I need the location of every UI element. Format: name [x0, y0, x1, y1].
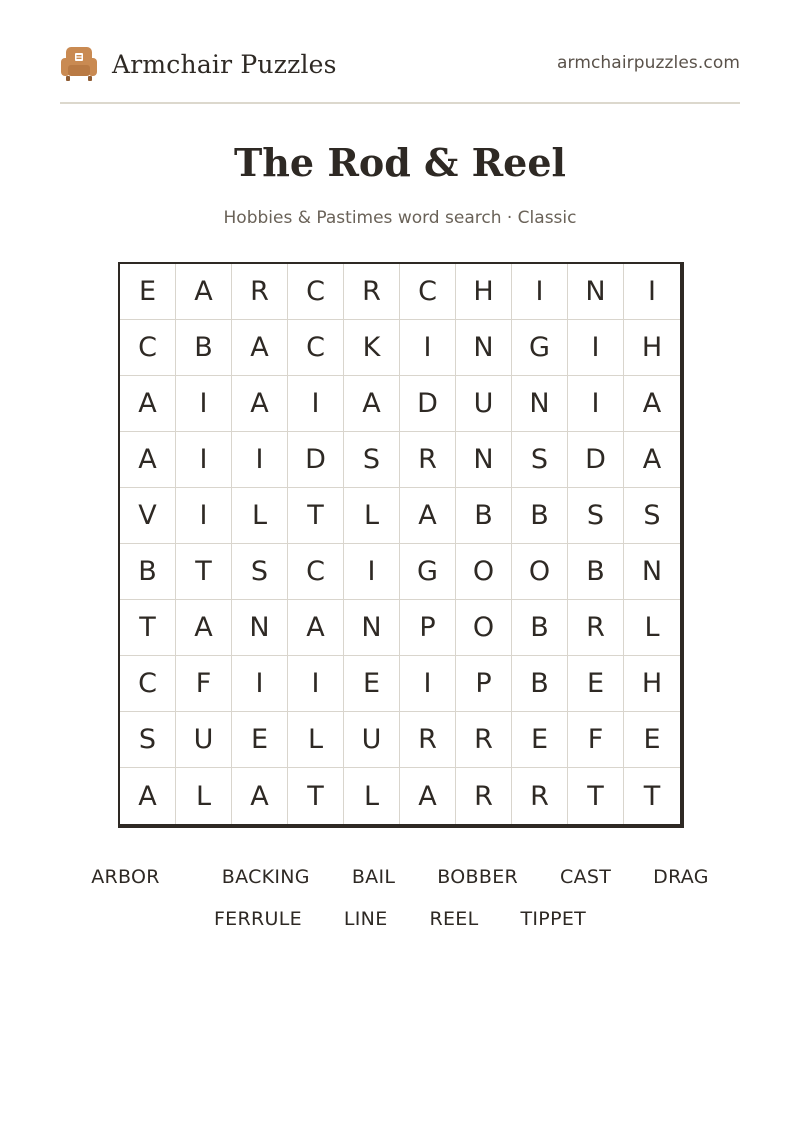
grid-cell[interactable]: N [232, 600, 288, 656]
grid-cell[interactable]: A [400, 488, 456, 544]
word-list-row [60, 898, 740, 940]
grid-cell[interactable]: C [288, 264, 344, 320]
grid-cell[interactable]: I [288, 376, 344, 432]
grid-cell[interactable]: E [624, 712, 680, 768]
grid-cell[interactable]: P [400, 600, 456, 656]
grid-cell[interactable]: U [456, 376, 512, 432]
grid-cell[interactable]: R [344, 264, 400, 320]
grid-cell[interactable]: A [120, 432, 176, 488]
grid-cell[interactable]: B [176, 320, 232, 376]
grid-cell[interactable]: R [400, 432, 456, 488]
grid-cell[interactable]: S [512, 432, 568, 488]
grid-cell[interactable]: A [232, 320, 288, 376]
grid-cell[interactable]: K [344, 320, 400, 376]
grid-cell[interactable]: E [120, 264, 176, 320]
grid-cell[interactable]: R [456, 768, 512, 824]
grid-cell[interactable]: G [512, 320, 568, 376]
grid-cell[interactable]: T [288, 488, 344, 544]
grid-cell[interactable]: I [344, 544, 400, 600]
word-list-item: LINE [343, 908, 388, 930]
grid-cell[interactable]: A [232, 768, 288, 824]
word-list-item: BAIL [351, 866, 396, 888]
grid-cell[interactable]: E [568, 656, 624, 712]
grid-cell[interactable]: A [176, 600, 232, 656]
grid-cell[interactable]: A [624, 432, 680, 488]
grid-cell[interactable]: V [120, 488, 176, 544]
grid-cell[interactable]: B [512, 656, 568, 712]
grid-cell[interactable]: I [400, 320, 456, 376]
grid-cell[interactable]: L [624, 600, 680, 656]
grid-cell[interactable]: T [643, 780, 661, 812]
grid-cell[interactable]: P [456, 656, 512, 712]
grid-cell[interactable]: E [232, 712, 288, 768]
grid-cell[interactable]: L [176, 768, 232, 824]
word-list-item: FERRULE [213, 908, 302, 930]
grid-cell[interactable]: B [456, 488, 512, 544]
grid-cell[interactable]: T [288, 768, 344, 824]
grid-cell[interactable]: H [624, 320, 680, 376]
grid-cell[interactable]: O [456, 600, 512, 656]
grid-cell[interactable]: F [568, 712, 624, 768]
grid-cell[interactable]: C [120, 656, 176, 712]
grid-cell[interactable]: L [344, 768, 400, 824]
grid-cell[interactable]: N [624, 544, 680, 600]
grid-cell[interactable]: I [512, 264, 568, 320]
grid-cell[interactable]: C [288, 544, 344, 600]
brand-name: Armchair Puzzles [112, 49, 337, 79]
grid-cell[interactable]: D [400, 376, 456, 432]
grid-cell[interactable]: H [456, 264, 512, 320]
grid-cell[interactable]: I [176, 488, 232, 544]
grid-cell[interactable]: C [288, 320, 344, 376]
word-list-row [60, 856, 740, 898]
word-list-item: CAST [560, 866, 612, 888]
grid-cell[interactable]: R [512, 768, 568, 824]
grid-cell[interactable]: S [624, 488, 680, 544]
grid-cell[interactable]: G [400, 544, 456, 600]
grid-cell[interactable]: T [120, 600, 176, 656]
grid-cell[interactable]: H [624, 656, 680, 712]
grid-cell[interactable]: D [288, 432, 344, 488]
grid-cell[interactable]: O [456, 544, 512, 600]
armchair-icon [60, 45, 98, 83]
grid-cell[interactable]: R [232, 264, 288, 320]
grid-cell[interactable]: N [568, 264, 624, 320]
grid-cell[interactable]: I [232, 432, 288, 488]
word-search-grid [118, 262, 684, 828]
grid-cell[interactable]: I [568, 320, 624, 376]
grid-cell[interactable]: A [232, 376, 288, 432]
grid-cell[interactable]: N [512, 376, 568, 432]
grid-cell[interactable]: L [288, 712, 344, 768]
grid-cell[interactable]: R [400, 712, 456, 768]
grid-cell[interactable]: I [176, 432, 232, 488]
grid-cell[interactable]: A [176, 264, 232, 320]
grid-cell[interactable]: B [512, 488, 568, 544]
word-list-item: ARBOR [91, 866, 160, 888]
grid-cell[interactable]: I [568, 376, 624, 432]
grid-cell[interactable]: A [120, 376, 176, 432]
grid-cell[interactable]: I [400, 656, 456, 712]
word-list [60, 856, 740, 940]
grid-cell[interactable]: N [456, 432, 512, 488]
grid-cell[interactable]: I [232, 656, 288, 712]
grid-cell[interactable]: T [176, 544, 232, 600]
grid-cell[interactable]: C [120, 320, 176, 376]
grid-cell[interactable]: E [512, 712, 568, 768]
grid-cell[interactable]: S [568, 488, 624, 544]
grid-cell[interactable]: A [288, 600, 344, 656]
grid-cell[interactable]: E [344, 656, 400, 712]
word-list-item: BACKING [221, 866, 310, 888]
grid-cell[interactable]: B [512, 600, 568, 656]
puzzle-subtitle: Hobbies & Pastimes word search · Classic [223, 208, 577, 228]
word-list-item: TIPPET [520, 908, 587, 930]
grid-cell[interactable]: S [232, 544, 288, 600]
word-list-item: DRAG [653, 866, 709, 888]
grid-cell[interactable]: A [344, 376, 400, 432]
grid-cell[interactable]: N [456, 320, 512, 376]
page-header [60, 38, 740, 90]
grid-cell[interactable]: I [288, 656, 344, 712]
grid-cell[interactable]: A [400, 768, 456, 824]
grid-cell[interactable]: F [176, 656, 232, 712]
grid-cell[interactable]: R [568, 600, 624, 656]
grid-cell[interactable]: O [512, 544, 568, 600]
word-list-item: REEL [429, 908, 479, 930]
grid-cell[interactable]: I [176, 376, 232, 432]
grid-cell[interactable]: L [232, 488, 288, 544]
word-list-item: BOBBER [437, 866, 518, 888]
grid-cell[interactable]: A [120, 768, 176, 824]
grid-cell[interactable]: N [344, 600, 400, 656]
grid-cell[interactable]: B [120, 544, 176, 600]
site-url[interactable]: armchairpuzzles.com [557, 53, 740, 73]
grid-cell[interactable]: T [568, 768, 624, 824]
grid-cell[interactable]: L [344, 488, 400, 544]
grid-cell[interactable]: B [568, 544, 624, 600]
header-divider [60, 102, 740, 104]
grid-cell[interactable]: R [456, 712, 512, 768]
puzzle-title: The Rod & Reel [234, 140, 566, 185]
grid-cell[interactable]: I [624, 264, 680, 320]
grid-cell[interactable]: U [344, 712, 400, 768]
brand[interactable] [60, 44, 337, 84]
grid-cell[interactable]: A [624, 376, 680, 432]
grid-cell[interactable]: S [120, 712, 176, 768]
grid-cell[interactable]: D [568, 432, 624, 488]
grid-cell[interactable]: U [176, 712, 232, 768]
grid-cell[interactable]: C [400, 264, 456, 320]
grid-cell[interactable]: S [344, 432, 400, 488]
